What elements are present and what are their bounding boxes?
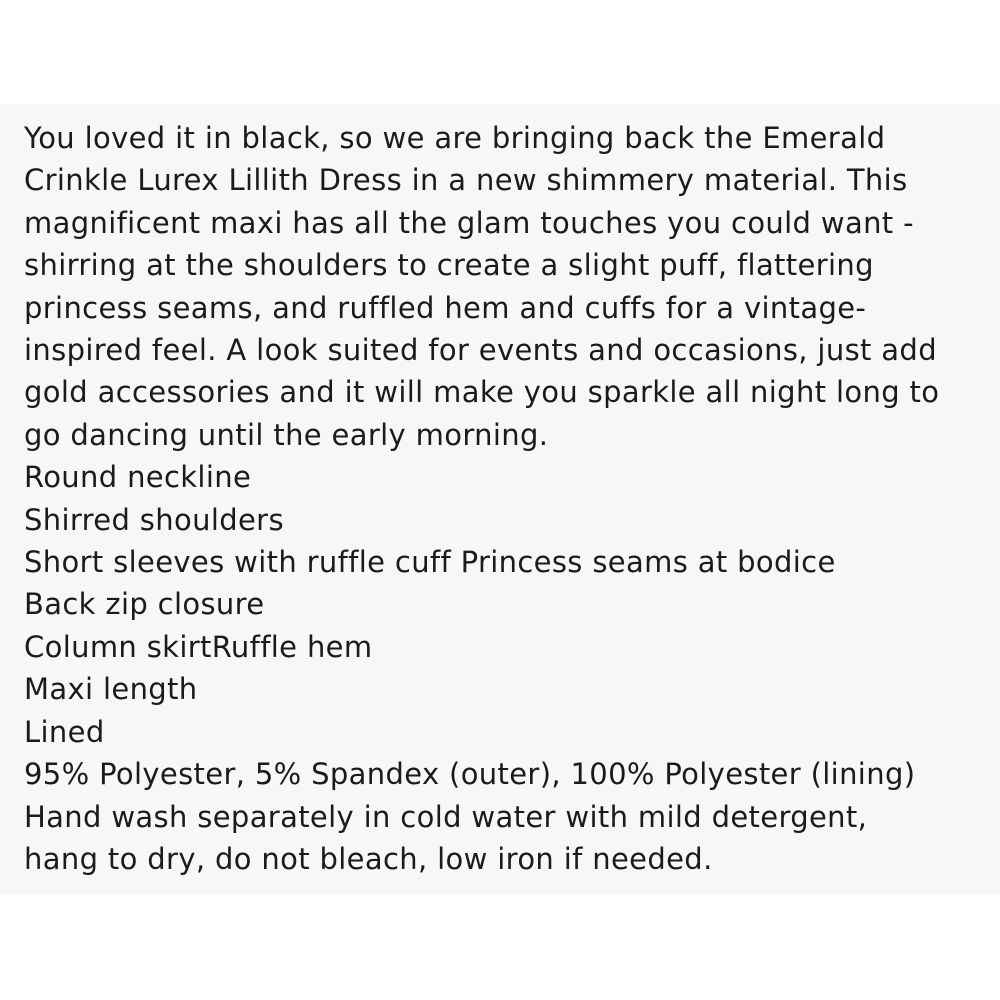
description-line: go dancing until the early morning. bbox=[24, 417, 549, 452]
product-description-panel bbox=[0, 104, 1000, 894]
feature-line: Maxi length bbox=[24, 672, 198, 707]
feature-line: Lined bbox=[24, 714, 105, 749]
feature-line: Shirred shoulders bbox=[24, 502, 284, 537]
feature-line: Back zip closure bbox=[24, 587, 265, 622]
feature-line: Round neckline bbox=[24, 460, 252, 495]
description-line: princess seams, and ruffled hem and cuffs for a vintage- bbox=[24, 290, 867, 325]
description-line: Crinkle Lurex Lillith Dress in a new shimmery material. This bbox=[24, 163, 908, 198]
description-line: gold accessories and it will make you sparkle all night long to bbox=[24, 375, 940, 410]
feature-line: hang to dry, do not bleach, low iron if needed. bbox=[24, 841, 713, 876]
feature-line: Hand wash separately in cold water with mild detergent, bbox=[24, 799, 868, 834]
description-line: magnificent maxi has all the glam touches you could want - bbox=[24, 205, 914, 240]
feature-line: Short sleeves with ruffle cuff Princess seams at bodice bbox=[24, 545, 836, 580]
description-line: You loved it in black, so we are bringing back the Emerald bbox=[24, 121, 886, 155]
description-line: inspired feel. A look suited for events and occasions, just add bbox=[24, 333, 937, 368]
description-line: shirring at the shoulders to create a slight puff, flattering bbox=[24, 248, 874, 283]
product-description-text bbox=[24, 117, 994, 880]
feature-line: 95% Polyester, 5% Spandex (outer), 100% Polyester (lining) bbox=[24, 757, 916, 792]
feature-line: Column skirtRuffle hem bbox=[24, 629, 373, 664]
